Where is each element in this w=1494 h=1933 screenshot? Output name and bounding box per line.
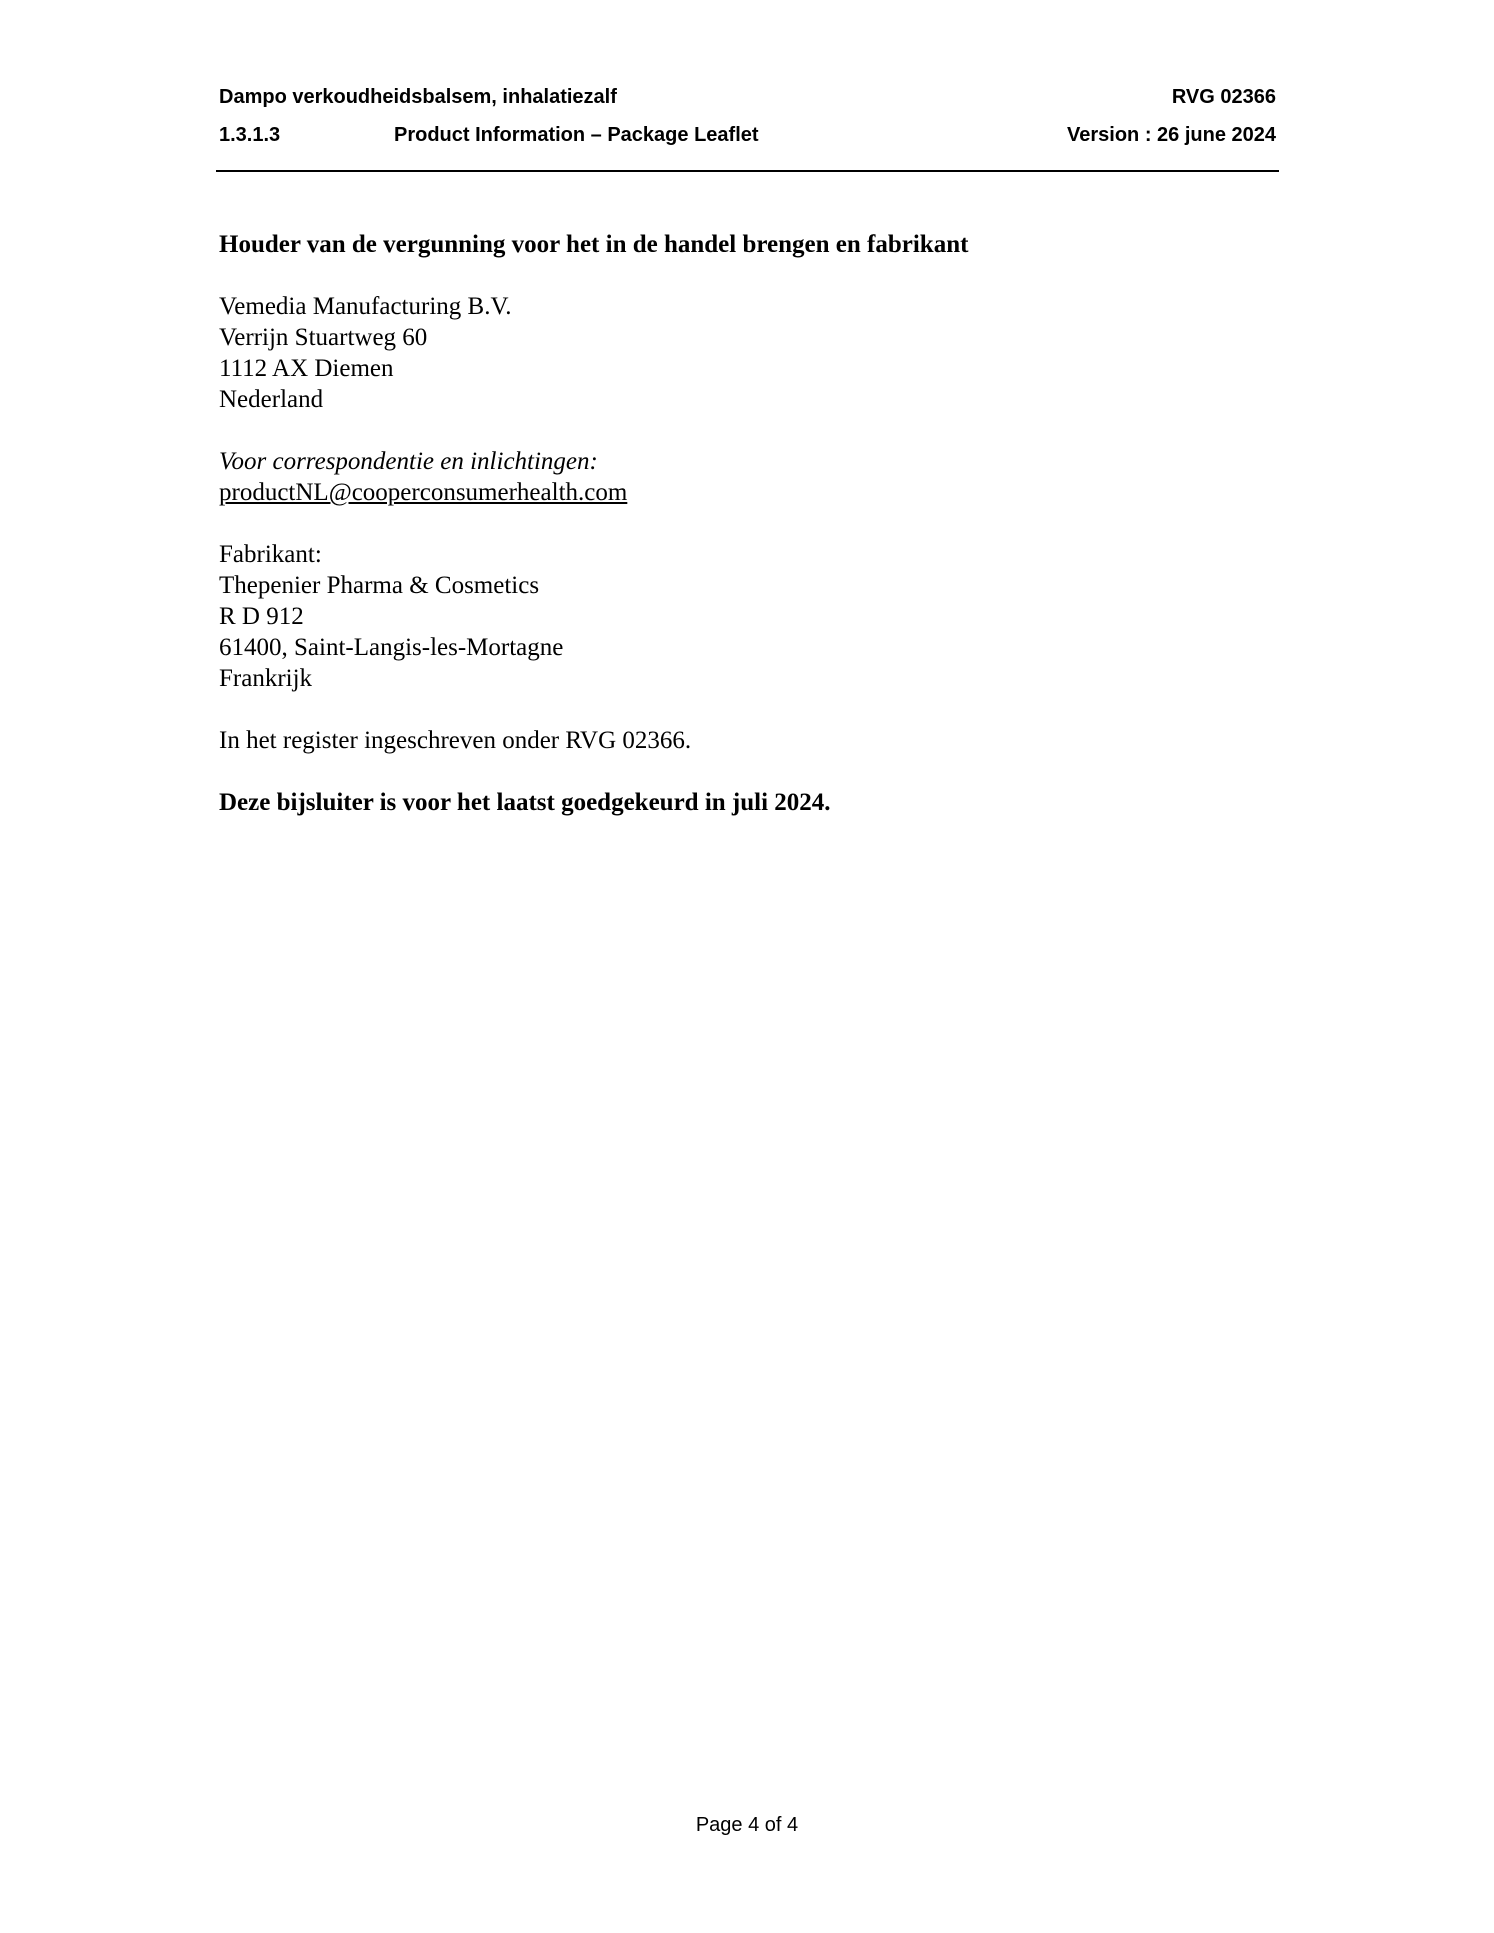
register-text: In het register ingeschreven onder RVG 02366. (219, 727, 692, 754)
approval-text: Deze bijsluiter is voor het laatst goedgekeurd in juli 2024. (219, 789, 831, 816)
correspondence-label: Voor correspondentie en inlichtingen: (219, 448, 598, 475)
section-heading: Houder van de vergunning voor het in de handel brengen en fabrikant (219, 231, 969, 258)
correspondence-email-link[interactable]: productNL@cooperconsumerhealth.com (219, 479, 628, 506)
header-divider (216, 170, 1279, 172)
header-row-bottom (219, 124, 1276, 162)
manufacturer-address-line: Frankrijk (219, 665, 313, 692)
manufacturer-address-line: 61400, Saint-Langis-les-Mortagne (219, 634, 564, 661)
product-name: Dampo verkoudheidsbalsem, inhalatiezalf (219, 86, 617, 108)
spacer (219, 415, 1276, 446)
holder-address (219, 291, 1276, 415)
header-row-top (219, 86, 1276, 124)
holder-address-line: Nederland (219, 386, 324, 413)
section-title: Product Information – Package Leaflet (394, 124, 759, 146)
manufacturer-label: Fabrikant: (219, 541, 322, 568)
holder-address-line: Verrijn Stuartweg 60 (219, 324, 428, 351)
spacer (219, 508, 1276, 539)
holder-address-line: 1112 AX Diemen (219, 355, 394, 382)
spacer (219, 260, 1276, 291)
manufacturer-address (219, 570, 1276, 694)
spacer (219, 756, 1276, 787)
manufacturer-address-line: Thepenier Pharma & Cosmetics (219, 572, 540, 599)
section-number: 1.3.1.3 (219, 124, 281, 146)
leaflet-content (219, 229, 1276, 818)
manufacturer-address-line: R D 912 (219, 603, 304, 630)
holder-address-line: Vemedia Manufacturing B.V. (219, 293, 512, 320)
page-header (219, 86, 1276, 162)
page-number: Page 4 of 4 (695, 1814, 799, 1836)
version-label: Version : 26 june 2024 (1067, 124, 1276, 146)
registration-number: RVG 02366 (1171, 86, 1276, 108)
spacer (219, 694, 1276, 725)
